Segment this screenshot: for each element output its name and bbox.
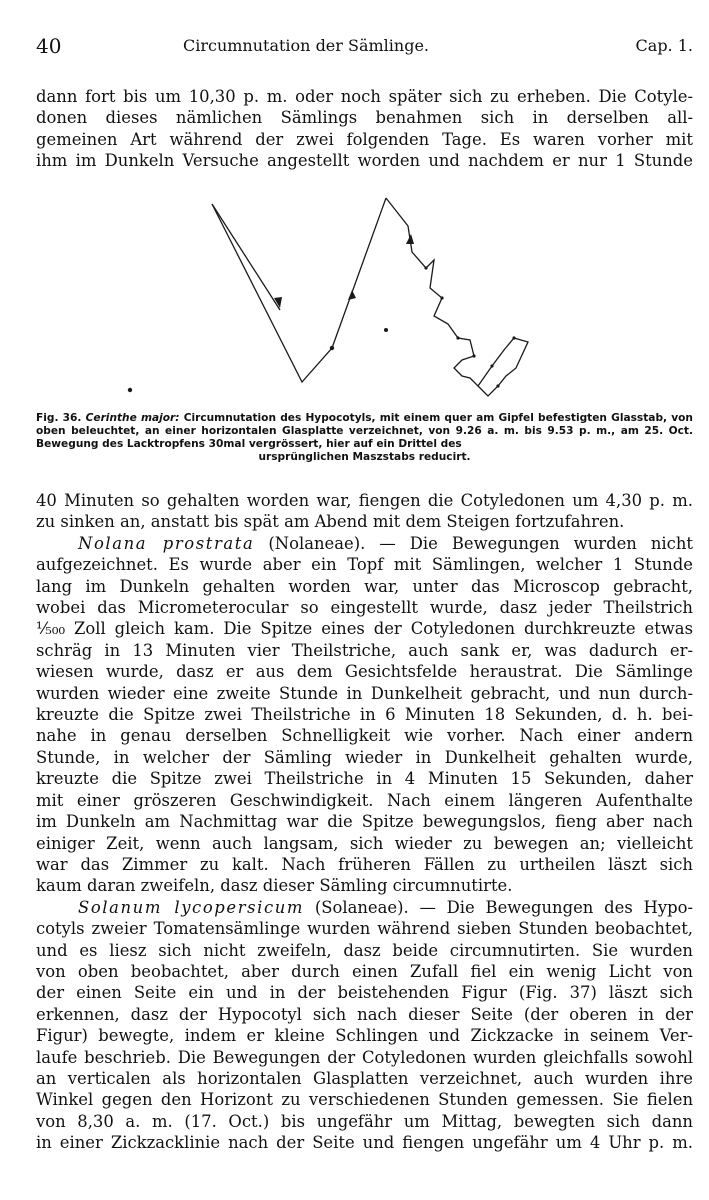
figure-36-tracing <box>90 190 610 405</box>
figure-caption <box>36 412 693 464</box>
position-dot <box>424 266 427 269</box>
position-dot <box>440 296 443 299</box>
text-line: von oben beobachtet, aber durch einen Zufall fiel ein wenig Licht von <box>36 961 693 981</box>
chapter-label: Cap. 1. <box>635 36 693 55</box>
text-line: schräg in 13 Minuten vier Theilstriche, auch sank er, was dadurch er- <box>36 640 693 660</box>
text-line: ¹⁄₅₀₀ Zoll gleich kam. Die Spitze eines der Cotyledonen durchkreuzte etwas <box>36 619 693 639</box>
page-number: 40 <box>36 34 62 58</box>
arrow-mark <box>348 290 356 300</box>
top-paragraph <box>36 86 693 172</box>
text-line: zu sinken an, anstatt bis spät am Abend mit dem Steigen fortzufahren. <box>36 512 625 532</box>
text-line: im Dunkeln am Nachmittag war die Spitze bewegungslos, fieng aber nach <box>36 812 693 832</box>
text-line: wiesen wurde, dasz er aus dem Gesichtsfelde heraustrat. Die Sämlinge <box>36 662 693 682</box>
position-dot <box>512 336 515 339</box>
position-dot <box>496 384 499 387</box>
position-dot <box>330 346 334 350</box>
position-dot <box>384 328 388 332</box>
text-line: kaum daran zweifeln, dasz dieser Sämling circumnutirte. <box>36 876 513 896</box>
text-line: wobei das Micrometerocular so eingestellt wurde, dasz jeder Theilstrich <box>36 598 693 618</box>
species-name: Nolana prostrata <box>78 533 255 553</box>
text-line: der einen Seite ein und in der beistehenden Figur (Fig. 37) läszt sich <box>36 983 693 1003</box>
text-line: cotyls zweier Tomatensämlinge wurden während sieben Stunden beobachtet, <box>36 919 693 939</box>
text-line: aufgezeichnet. Es wurde aber ein Topf mit Sämlingen, welcher 1 Stunde <box>36 555 693 575</box>
position-dot <box>472 354 475 357</box>
text-line: in einer Zickzacklinie nach der Seite und fiengen ungefähr um 4 Uhr p. m. <box>36 1133 693 1153</box>
text-span: (Nolaneae). — Die Bewegungen wurden nicht <box>268 533 693 553</box>
movement-path-return <box>212 204 280 310</box>
position-dot <box>490 364 493 367</box>
text-line: nahe in genau derselben Schnelligkeit wie vorher. Nach einer andern <box>36 726 693 746</box>
nolana-heading-line <box>36 533 693 554</box>
running-title: Circumnutation der Sämlinge. <box>182 36 430 55</box>
text-line: Winkel gegen den Horizont zu verschiedenen Stunden gemessen. Sie fielen <box>36 1090 693 1110</box>
text-line: erkennen, dasz der Hypocotyl sich nach dieser Seite (der oberen in der <box>36 1004 693 1024</box>
caption-label: Fig. 36. <box>36 412 82 424</box>
position-dot <box>456 336 459 339</box>
text-line: von 8,30 a. m. (17. Oct.) bis ungefähr um Mittag, bewegten sich dann <box>36 1111 693 1131</box>
text-line: dann fort bis um 10,30 p. m. oder noch später sich zu erheben. Die Cotyle- <box>36 87 693 106</box>
text-line: laufe beschrieb. Die Bewegungen der Cotyledonen wurden gleichfalls sowohl <box>36 1047 693 1067</box>
text-line: wurden wieder eine zweite Stunde in Dunkelheit gebracht, und nun durch- <box>36 683 693 703</box>
page-header <box>36 34 693 60</box>
text-line: gemeinen Art während der zwei folgenden Tage. Es waren vorher mit <box>36 129 693 149</box>
caption-text: Circumnutation des Hypocotyls, mit einem quer am Gipfel befestigten Glasstab, von oben beleuchtet, an einer horizontalen Glasplatte verzeichnet, von 9.26 a. m. bis 9.53 p. m., am 25. Oct. Bewegung des Lacktropfens 30mal vergrössert, hier auf ein Drittel des <box>36 412 693 450</box>
text-line: ihm im Dunkeln Versuche angestellt worden und nachdem er nur 1 Stunde <box>36 151 693 171</box>
movement-path-right <box>386 198 528 396</box>
text-line: war das Zimmer zu kalt. Nach früheren Fällen zu urtheilen läszt sich <box>36 854 693 874</box>
text-span: (Solaneae). — Die Bewegungen des Hypo- <box>314 897 693 917</box>
movement-path-left <box>212 198 386 382</box>
text-line: kreuzte die Spitze zwei Theilstriche in 6 Minuten 18 Sekunden, d. h. bei- <box>36 705 693 725</box>
text-line: Figur) bewegte, indem er kleine Schlingen und Zickzacke in seinem Ver- <box>36 1026 693 1046</box>
species-name: Solanum lycopersicum <box>78 897 305 917</box>
caption-text-end: ursprünglichen Maszstabs reducirt. <box>258 451 471 463</box>
text-line: mit einer gröszeren Geschwindigkeit. Nach einem längeren Aufenthalte <box>36 790 693 810</box>
text-line: und es liesz sich nicht zweifeln, dasz beide circumnutirten. Sie wurden <box>36 940 693 960</box>
main-text <box>36 490 693 1154</box>
solanum-heading-line <box>36 897 693 918</box>
text-line: lang im Dunkeln gehalten worden war, unter das Microscop gebracht, <box>36 576 693 596</box>
text-line: einiger Zeit, wenn auch langsam, sich wieder zu bewegen an; vielleicht <box>36 833 693 853</box>
position-dot <box>128 388 132 392</box>
caption-species: Cerinthe major: <box>85 412 180 424</box>
text-line: an verticalen als horizontalen Glasplatten verzeichnet, auch wurden ihre <box>36 1068 693 1088</box>
text-line: Stunde, in welcher der Sämling wieder in Dunkelheit gehalten wurde, <box>36 747 693 767</box>
text-line: kreuzte die Spitze zwei Theilstriche in 4 Minuten 15 Sekunden, daher <box>36 769 693 789</box>
text-line: donen dieses nämlichen Sämlings benahmen sich in derselben all- <box>36 108 693 128</box>
text-line: 40 Minuten so gehalten worden war, fiengen die Cotyledonen um 4,30 p. m. <box>36 491 693 510</box>
